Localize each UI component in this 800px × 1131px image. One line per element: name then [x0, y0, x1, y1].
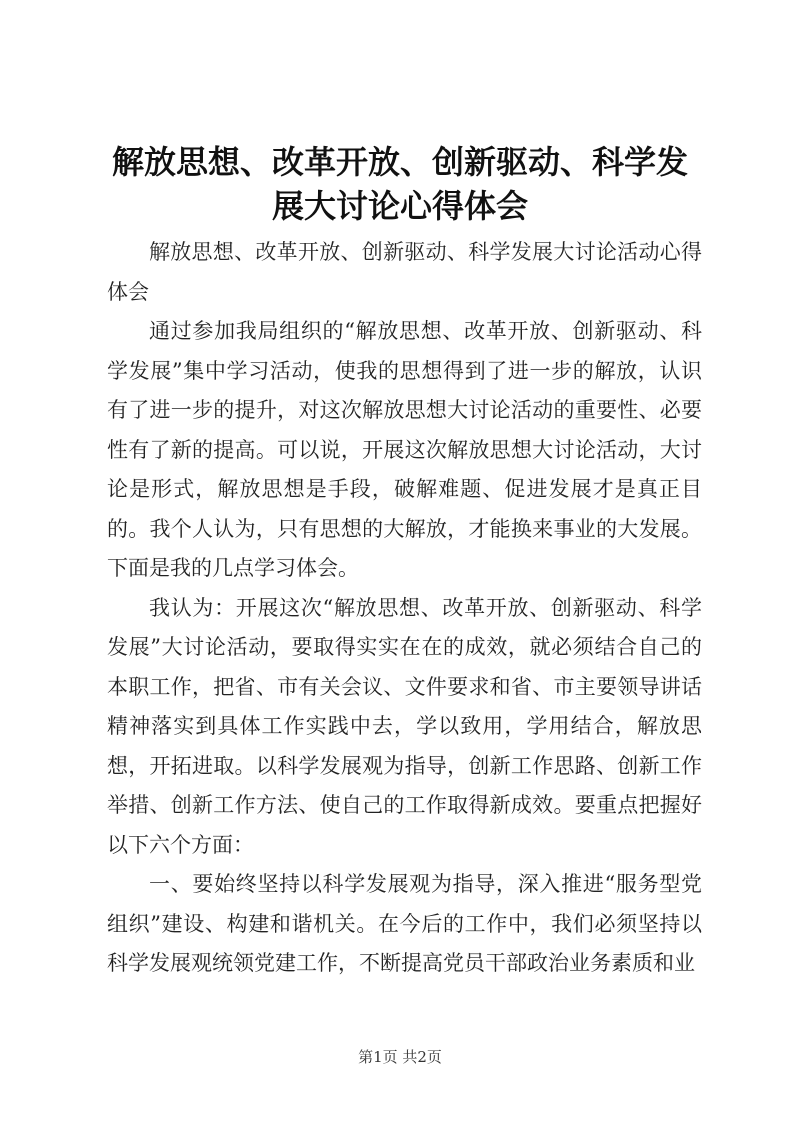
paragraph-2: 我认为：开展这次“解放思想、改革开放、创新驱动、科学发展”大讨论活动，要取得实实在在的成效，就必须结合自己的本职工作，把省、市有关会议、文件要求和省、市主要领导讲话精神落实到具体工作实践中去，学以致用，学用结合，解放思想，开拓进取。以科学发展观为指导，创新工作思路、创新工作举措、创新工作方法、使自己的工作取得新成效。要重点把握好以下六个方面： [107, 595, 702, 857]
paragraph-subtitle: 解放思想、改革开放、创新驱动、科学发展大讨论活动心得体会 [107, 240, 702, 304]
paragraph-3: 一、要始终坚持以科学发展观为指导，深入推进“服务型党组织”建设、构建和谐机关。在今后的工作中，我们必须坚持以科学发展观统领党建工作，不断提高党员干部政治业务素质和业 [107, 872, 702, 975]
paragraph-1: 通过参加我局组织的“解放思想、改革开放、创新驱动、科学发展”集中学习活动，使我的思想得到了进一步的解放，认识有了进一步的提升，对这次解放思想大讨论活动的重要性、必要性有了新的提高。可以说，开展这次解放思想大讨论活动，大讨论是形式，解放思想是手段，破解难题、促进发展才是真正目的。我个人认为，只有思想的大解放，才能换来事业的大发展。下面是我的几点学习体会。 [107, 319, 702, 580]
document-body [107, 233, 702, 984]
document-title: 解放思想、改革开放、创新驱动、科学发展大讨论心得体会 [111, 143, 688, 225]
page-number-footer: 第1页 共2页 [358, 1048, 442, 1066]
